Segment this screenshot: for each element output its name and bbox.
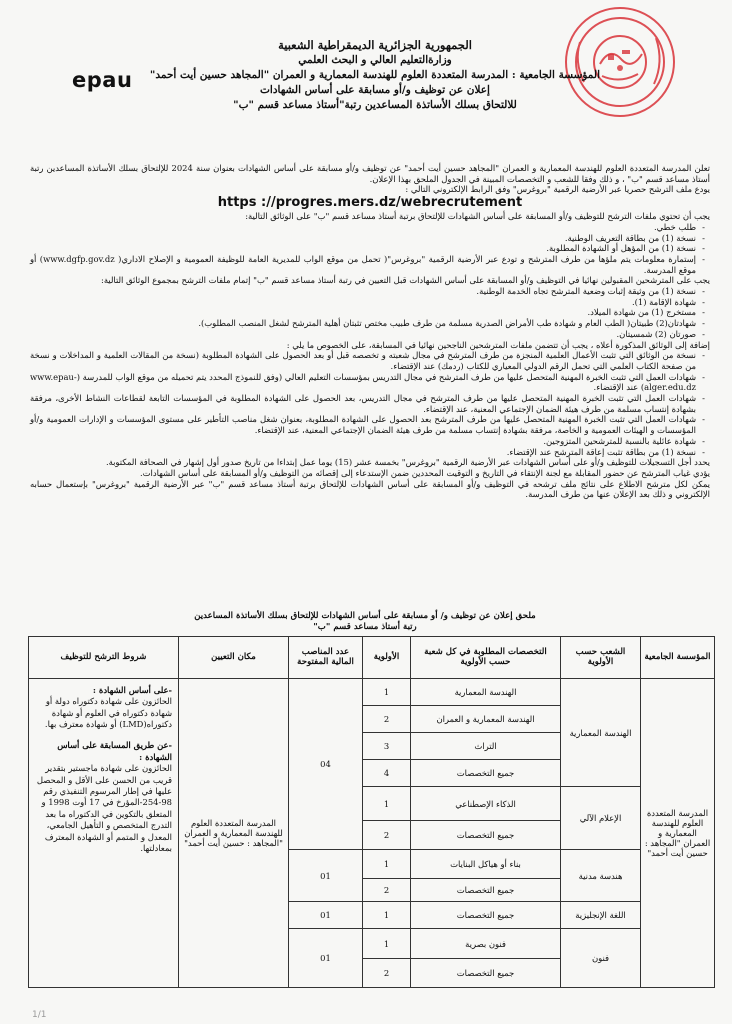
list-item: - نسخة من الوثائق التي تثبت الأعمال العلمية المنجزة من طرف المترشح في مجال شعبته و تخصصه قبل أو بعد الحصول على الشهادة المطلوبة (نسخة من المقالات العلمية و المداخلات و نسخة من صفحة الكتاب العلمي التي تحمل الرقم الدولي المعياري للكتاب (ردمك) عند الإقتضاء. [30, 350, 696, 371]
list-item: - شهادات العمل التي تثبت الخبرة المهنية المتحصل عليها من طرف المترشح بعد الحصول على الشهادة المطلوبة، بعنوان شغل مناصب التأطير على مستوى المؤسسات و الإدارات العمومية و/أو المؤسسات و الهيئات العمومية و الخاصة، مرفقة بشهادة إنتساب مسلمة من طرف هيئة الضمان الإجتماعي المعنية، عند الإقتضاء. [30, 414, 696, 435]
header-specialty: التخصصات المطلوبة في كل شعبة حسب الأولوية [411, 637, 561, 679]
annex-title [150, 611, 580, 632]
cell-priority: 1 [363, 850, 411, 879]
extra-docs-list [30, 350, 710, 457]
cell-priority: 4 [363, 760, 411, 787]
document-header [150, 38, 600, 113]
table-header-row [29, 637, 715, 679]
docs-intro: يجب أن تحتوي ملفات الترشح للتوظيف و/أو المسابقة على أساس الشهادات للإلتحاق برتبة أستاذ مساعد قسم "ب" على الوثائق التالية: [245, 211, 710, 222]
absence-paragraph: يؤدي غياب المترشح عن حضور المقابلة مع لجنة الإنتقاء في التاريخ و التوقيت المحددين ضمن الإستدعاء إلى إقصائه من التوظيف و/أو المسابقة على أساس الشهادات. [140, 467, 710, 478]
list-item: - نسخة (1) من المؤهل أو الشهادة المطلوبة. [30, 243, 696, 254]
list-item: - نسخة (1) من وثيقة إثبات وضعية المترشح تجاه الخدمة الوطنية. [30, 286, 696, 297]
cell-priority: 1 [363, 929, 411, 958]
institution-title: المؤسسة الجامعية : المدرسة المتعددة العلوم للهندسة المعمارية و العمران "المجاهد حسين أيت أحمد" [149, 69, 600, 81]
cell-branch: فنون [561, 929, 641, 988]
deadline-paragraph: يحدد أجل التسجيلات للتوظيف و/أو على أساس الشهادات عبر الأرضية الرقمية "بروغرس" بخمسة عشر (15) يوما عمل إبتداءا من تاريخ صدور أول إشهار في الصحافة المكتوبة. [105, 457, 710, 468]
cell-priority: 1 [363, 902, 411, 929]
list-item: - شهادات العمل التي تثبت الخبرة المهنية المتحصل عليها من طرف المترشح في مجال التدريس بمؤسسات التعليم العالي (وفق للنموذج المحدد يتم تحميله من موقع الواب للمدرسة (www.epau-alger.edu.dz) عند الإقتضاء. [30, 372, 696, 393]
list-item: - شهادتان(2) طبيتان( الطب العام و شهادة طب الأمراض الصدرية مسلمة من طرف طبيب مختص تثبتان أهلية المترشح لشغل المنصب المطلوب). [30, 318, 696, 329]
cell-specialty: جميع التخصصات [411, 958, 561, 987]
announcement-title: إعلان عن توظيف و/أو مسابقة على أساس الشهادات [260, 84, 490, 96]
cell-posts: 01 [289, 929, 363, 988]
header-priority: الأولوية [363, 637, 411, 679]
intro-paragraph: تعلن المدرسة المتعددة العلوم للهندسة المعمارية و العمران "المجاهد حسين أيت أحمد" عن توظيف و/أو مسابقة على أساس الشهادات بعنوان سنة 2024 للإلتحاق بسلك الأساتذة المساعدين رتبة أستاذ مساعد قسم "ب" ، و ذلك وفقا للشعب و التخصصات المبينة في الجدول الملحق بهذا الإعلان. [30, 163, 710, 184]
cell-branch: اللغة الإنجليزية [561, 902, 641, 929]
docs-list [30, 222, 710, 276]
header-conditions: شروط الترشح للتوظيف [29, 637, 179, 679]
table-row [29, 678, 715, 705]
list-item: - إستمارة معلومات يتم ملؤها من طرف المترشح و تودع عبر الأرضية الرقمية "بروغرس"( تحمل من موقع الواب للمديرية العامة للوظيفة العمومية و الإصلاح الاداري( www.dgfp.gov.dz) أو موقع المدرسة. [30, 254, 696, 275]
cell-branch: هندسة مدنية [561, 850, 641, 902]
cell-specialty: فنون بصرية [411, 929, 561, 958]
list-item: - صورتان (2) شمسيتان. [30, 329, 696, 340]
condition-text: الحائزون على شهادة ماجستير بتقدير قريب من الحسن على الأقل و المحصل عليها في إطار المرسوم التنفيذي رقم 98-254-المؤرخ في 17 أوت 1998 و المتعلق بالتكوين في الدكتوراه ما بعد التدرج المتخصص و التأهيل الجامعي، المعدل و المتمم أو الشهادة المعترف بمعادلتها. [36, 763, 172, 854]
cell-posts: 01 [289, 850, 363, 902]
condition-heading: -عن طريق المسابقة على أساس الشهادة : [57, 740, 172, 762]
cell-specialty: جميع التخصصات [411, 879, 561, 902]
accepted-docs-list [30, 286, 710, 340]
list-item: - نسخة (1) من بطاقة التعريف الوطنية. [30, 233, 696, 244]
cell-branch: الإعلام الآلي [561, 787, 641, 850]
cell-priority: 2 [363, 820, 411, 849]
cell-specialty: التراث [411, 733, 561, 760]
cell-specialty: جميع التخصصات [411, 902, 561, 929]
list-item: - طلب خطي. [30, 222, 696, 233]
annex-title-line1: ملحق إعلان عن توظيف و/ أو مسابقة على أساس الشهادات للإلتحاق بسلك الأساتذة المساعدين [194, 611, 536, 621]
list-item: - شهادات العمل التي تثبت الخبرة المهنية المتحصل عليها من طرف المترشح في مجال التدريس، بعد الحصول على الشهادة المطلوبة في المؤسسات التابعة لقطاعات النشاط الأخرى، مرفقة بشهادة إنتساب مسلمة من طرف هيئة الضمان الإجتماعي المعنية، عند الإقتضاء. [30, 393, 696, 414]
list-item: - شهادة الإقامة (1). [30, 297, 696, 308]
header-place: مكان التعيين [179, 637, 289, 679]
cell-priority: 2 [363, 705, 411, 732]
list-item: - نسخة (1) من بطاقة تثبت إعاقة المترشح عند الإقتضاء. [30, 447, 696, 458]
cell-conditions [29, 678, 179, 987]
cell-priority: 1 [363, 787, 411, 820]
cell-priority: 2 [363, 879, 411, 902]
cell-institution: المدرسة المتعددة العلوم للهندسة المعمارية و العمران "المجاهد : حسين أيت أحمد" [641, 678, 715, 987]
cell-priority: 3 [363, 733, 411, 760]
positions-table [28, 636, 715, 988]
announcement-body [30, 163, 710, 500]
cell-priority: 2 [363, 958, 411, 987]
results-paragraph: يمكن لكل مترشح الاطلاع على نتائج ملف ترشحه في التوظيف و/أو المسابقة على أساس الشهادات للإلتحاق برتبة أستاذ مساعد قسم "ب" عبر الأرضية الرقمية "بروغرس" بإستعمال حسابه الإلكتروني و ذلك بعد الإعلان عنها من طرف المدرسة. [30, 478, 710, 500]
accepted-intro: يجب على المترشحين المقبولين نهائيا في التوظيف و/أو المسابقة على أساس الشهادات قبل التعيين في رتبة أستاذ مساعد قسم "ب" إتمام ملفات الترشح بمجموع الوثائق التالية: [101, 275, 710, 286]
ministry-title: وزارةالتعليم العالي و البحث العلمي [298, 54, 452, 66]
cell-specialty: بناء أو هياكل البنايات [411, 850, 561, 879]
cell-specialty: جميع التخصصات [411, 760, 561, 787]
progres-url-link[interactable]: https ://progres.mers.dz/webrecrutement [217, 195, 523, 211]
cell-branch: الهندسة المعمارية [561, 678, 641, 787]
list-item: - شهادة عائلية بالنسبة للمترشحين المتزوجين. [30, 436, 696, 447]
page-number: 1/1 [32, 1010, 47, 1020]
header-institution: المؤسسة الجامعية [641, 637, 715, 679]
condition-heading: -على أساس الشهادة : [92, 684, 172, 695]
epau-logo: epau [72, 68, 133, 92]
cell-specialty: الذكاء الإصطناعي [411, 787, 561, 820]
cell-specialty: الهندسة المعمارية [411, 678, 561, 705]
cell-specialty: جميع التخصصات [411, 820, 561, 849]
list-item: - مستخرج (1) من شهادة الميلاد. [30, 307, 696, 318]
extra-intro: إضافة إلى الوثائق المذكورة أعلاه ، يجب أن تتضمن ملفات المترشحين الناجحين نهائيا في المسابقة، على الخصوص ما يلي : [286, 339, 710, 350]
cell-posts: 04 [289, 678, 363, 849]
republic-title: الجمهورية الجزائرية الديمقراطية الشعبية [278, 38, 472, 52]
annex-title-line2: رتبة أستاذ مساعد قسم "ب" [313, 621, 417, 632]
header-branch: الشعب حسب الأولوية [561, 637, 641, 679]
header-posts: عدد المناصب المالية المفتوحة [289, 637, 363, 679]
condition-text: الحائزون على شهادة دكتوراه دولة أو شهادة دكتوراه في العلوم أو شهادة دكتوراه(LMD) أو شهادة معترف بها. [44, 696, 172, 729]
cell-priority: 1 [363, 678, 411, 705]
announcement-subtitle: للالتحاق بسلك الأساتذة المساعدين رتبة"أستاذ مساعد قسم "ب" [233, 99, 517, 111]
cell-posts: 01 [289, 902, 363, 929]
cell-place: المدرسة المتعددة العلوم للهندسة المعمارية و العمران "المجاهد : حسين أيت أحمد" [179, 678, 289, 987]
deposit-paragraph: يودع ملف الترشح حصريا عبر الأرضية الرقمية "بروغرس" وفق الرابط الإلكتروني التالي : [405, 184, 710, 195]
cell-specialty: الهندسة المعمارية و العمران [411, 705, 561, 732]
